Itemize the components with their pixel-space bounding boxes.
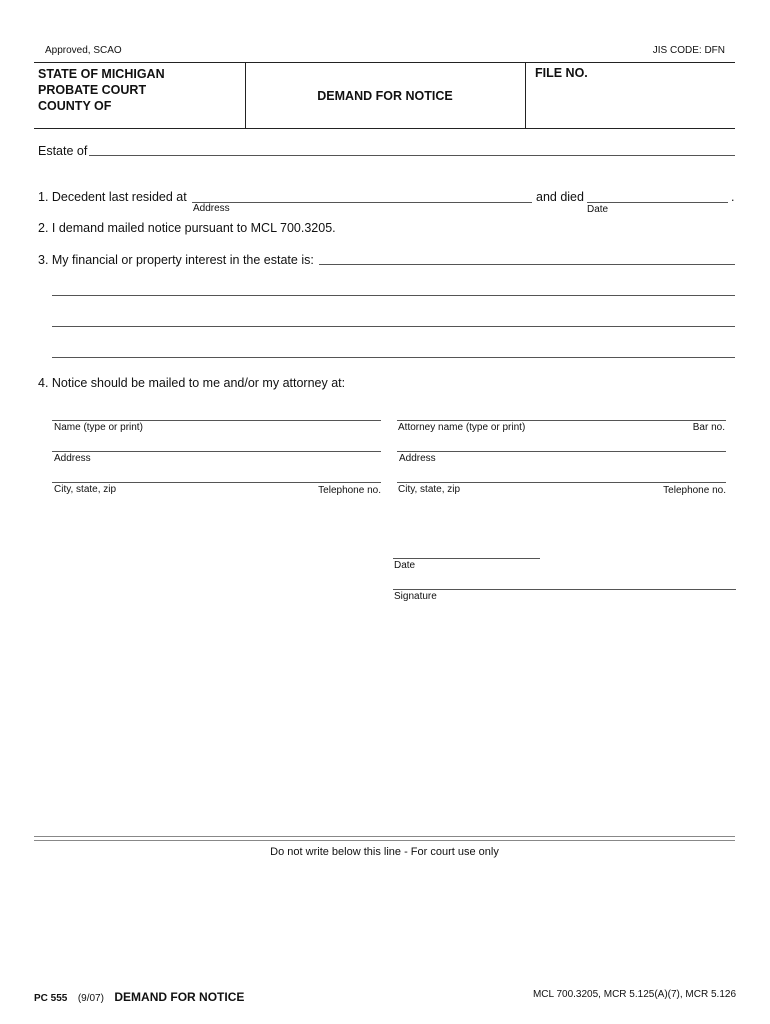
footer-form-title: DEMAND FOR NOTICE — [114, 990, 245, 1004]
address-caption-left: Address — [54, 453, 91, 464]
signature-date-input[interactable] — [395, 541, 542, 557]
decedent-address-input[interactable] — [194, 186, 534, 202]
file-no-label: FILE NO. — [535, 66, 588, 80]
item1-date-caption: Date — [587, 204, 609, 215]
attorney-name-input[interactable] — [399, 403, 728, 419]
interest-input-4[interactable] — [54, 341, 737, 357]
item3-line-4 — [52, 357, 735, 358]
item2-text: 2. I demand mailed notice pursuant to MCL 700.3205. — [38, 221, 336, 235]
item1-label: 1. Decedent last resided at — [38, 190, 187, 204]
item1-address-caption: Address — [193, 203, 230, 214]
item1-address-line — [192, 202, 532, 203]
court-use-rule-top — [34, 836, 735, 837]
item3-line-3 — [52, 326, 735, 327]
approved-label: Approved, SCAO — [45, 45, 122, 56]
address-input-left[interactable] — [54, 434, 383, 450]
footer-citations: MCL 700.3205, MCR 5.125(A)(7), MCR 5.126 — [532, 989, 736, 1000]
telephone-caption-left: Telephone no. — [318, 485, 381, 496]
city-caption-right: City, state, zip — [398, 484, 461, 495]
form-title: DEMAND FOR NOTICE — [317, 89, 453, 103]
signature-caption: Signature — [394, 591, 437, 602]
form-revision: (9/07) — [77, 993, 104, 1004]
city-line-right — [397, 482, 726, 483]
interest-input-3[interactable] — [54, 310, 737, 326]
name-input[interactable] — [54, 403, 383, 419]
name-caption: Name (type or print) — [54, 422, 143, 433]
date-caption: Date — [394, 560, 416, 571]
interest-input-1[interactable] — [321, 248, 737, 264]
court-line-county: COUNTY OF — [38, 99, 112, 113]
jis-code-label: JIS CODE: DFN — [652, 45, 725, 56]
court-use-notice: Do not write below this line - For court use only — [270, 846, 499, 858]
header-bottom-rule — [34, 128, 735, 129]
signature-line — [393, 589, 736, 590]
address-input-right[interactable] — [399, 434, 728, 450]
item3-line-2 — [52, 295, 735, 296]
file-no-input[interactable] — [535, 100, 729, 116]
bar-no-caption: Bar no. — [692, 422, 725, 433]
header-divider-right — [525, 62, 526, 128]
address-line-right — [397, 451, 726, 452]
court-block — [38, 66, 165, 114]
item1-date-line — [587, 202, 728, 203]
name-line — [52, 420, 381, 421]
attorney-name-line — [397, 420, 726, 421]
item1-died-label: and died — [536, 190, 584, 204]
city-caption-left: City, state, zip — [54, 484, 117, 495]
header-top-rule — [34, 62, 735, 63]
interest-input-2[interactable] — [54, 279, 737, 295]
signature-input[interactable] — [395, 572, 738, 588]
item3-line-1 — [319, 264, 735, 265]
item4-label: 4. Notice should be mailed to me and/or my attorney at: — [38, 376, 346, 390]
item1-period: . — [731, 190, 735, 204]
court-line-probate: PROBATE COURT — [38, 83, 147, 97]
item3-label: 3. My financial or property interest in the estate is: — [38, 253, 314, 267]
estate-line — [89, 155, 735, 156]
city-input-left[interactable] — [54, 465, 383, 481]
form-number: PC 555 — [34, 993, 68, 1004]
date-line — [393, 558, 540, 559]
death-date-input[interactable] — [589, 186, 730, 202]
address-line-left — [52, 451, 381, 452]
telephone-caption-right: Telephone no. — [663, 485, 726, 496]
attorney-name-caption: Attorney name (type or print) — [398, 422, 526, 433]
estate-label: Estate of — [38, 144, 88, 158]
estate-input[interactable] — [92, 139, 736, 155]
address-caption-right: Address — [399, 453, 436, 464]
court-line-state: STATE OF MICHIGAN — [38, 67, 165, 81]
city-line-left — [52, 482, 381, 483]
court-use-rule-bottom — [34, 840, 735, 841]
city-input-right[interactable] — [399, 465, 728, 481]
footer-left — [34, 988, 244, 1006]
